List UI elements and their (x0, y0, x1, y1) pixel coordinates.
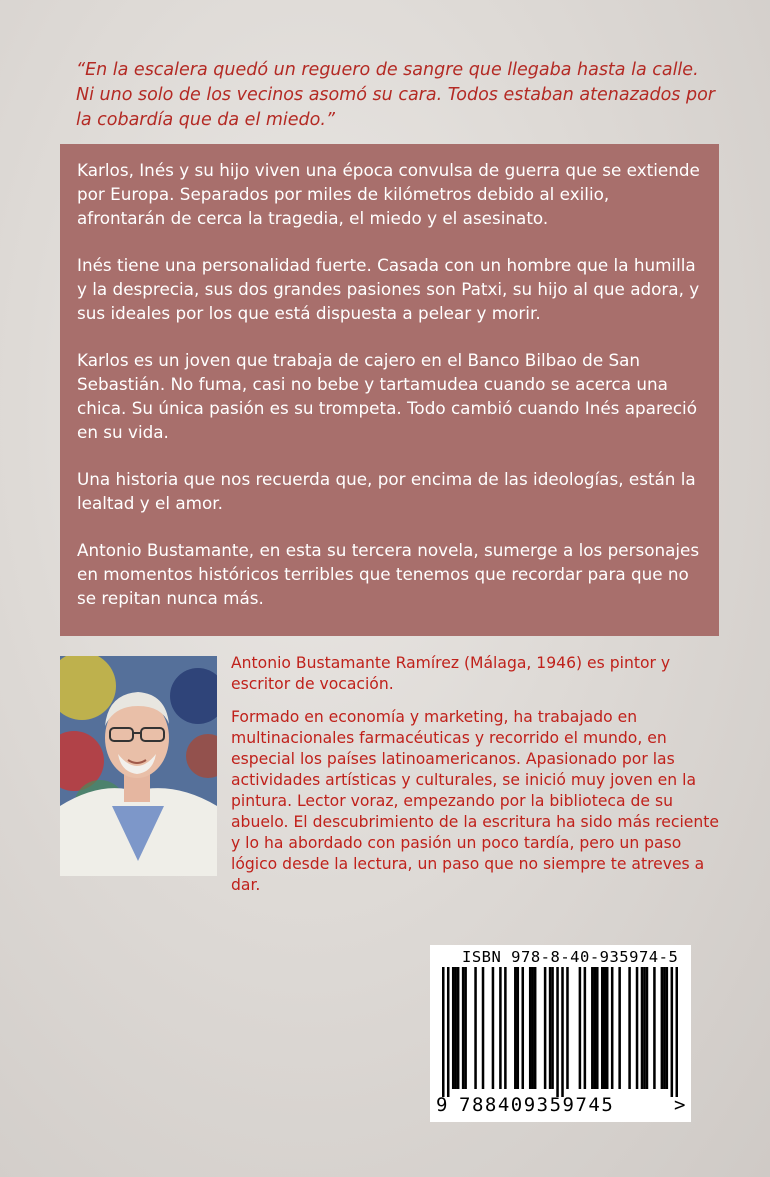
barcode-bar (544, 967, 547, 1089)
barcode-bar (464, 967, 467, 1089)
barcode-bar (561, 967, 564, 1097)
barcode-bar (492, 967, 495, 1089)
author-portrait-image (60, 656, 217, 876)
barcode-bar (499, 967, 502, 1089)
barcode-bar (601, 967, 604, 1089)
barcode-bar (447, 967, 450, 1097)
barcode-bar (628, 967, 631, 1089)
barcode-bar (663, 967, 666, 1089)
back-cover-quote: “En la escalera quedó un reguero de sangre que llegaba hasta la calle. Ni uno solo de los vecinos asomó su cara. Todos estaban atenazados por la cobardía que da el miedo.” (76, 60, 715, 130)
barcode-bar (514, 967, 517, 1089)
barcode-bar (641, 967, 644, 1089)
barcode-bar (636, 967, 639, 1089)
barcode-bar (531, 967, 534, 1089)
barcode-bar (606, 967, 609, 1089)
barcode-bar (556, 967, 559, 1097)
barcode-bar (504, 967, 507, 1089)
synopsis-paragraph: Karlos es un joven que trabaja de cajero en el Banco Bilbao de San Sebastián. No fuma, casi no bebe y tartamudea cuando se acerca una chica. Su única pasión es su trompeta. Todo cambió cuando Inés apareció en su vida. (77, 350, 697, 442)
barcode-bars (442, 967, 678, 1097)
barcode-bar (671, 967, 674, 1097)
barcode-bar (551, 967, 554, 1089)
barcode-bar (653, 967, 656, 1089)
barcode-bar (676, 967, 678, 1097)
barcode-bar (549, 967, 552, 1089)
isbn-barcode (430, 945, 691, 1122)
barcode-bar (646, 967, 649, 1089)
barcode-bar (534, 967, 537, 1089)
barcode-bar (579, 967, 582, 1089)
barcode-bar (618, 967, 621, 1089)
barcode-bar (603, 967, 606, 1089)
barcode-bar (591, 967, 594, 1089)
barcode-bar (611, 967, 614, 1089)
author-bio (231, 653, 731, 908)
barcode-bar (521, 967, 524, 1089)
author-photo (60, 656, 217, 876)
barcode-bar (454, 967, 457, 1089)
barcode-bar (596, 967, 599, 1089)
barcode-bar (482, 967, 485, 1089)
synopsis-panel (60, 144, 719, 636)
barcode-bar (584, 967, 587, 1089)
ean-digits: 788409359745 (459, 1094, 615, 1116)
synopsis-paragraph: Antonio Bustamante, en esta su tercera novela, sumerge a los personajes en momentos históricos terribles que tenemos que recordar para que no se repitan nunca más. (77, 540, 700, 608)
synopsis-paragraph: Inés tiene una personalidad fuerte. Casada con un hombre que la humilla y la desprecia, sus dos grandes pasiones son Patxi, su hijo al que adora, y sus ideales por los que está dispuesta a pelear y morir. (77, 255, 700, 323)
ean-arrow: > (674, 1094, 686, 1116)
barcode-bar (566, 967, 569, 1089)
author-bio-paragraph: Formado en economía y marketing, ha trabajado en multinacionales farmacéuticas y recorrido el mundo, en especial los países latinoamericanos. Apasionado por las actividades artísticas y culturales, se inició muy joven en la pintura. Lector voraz, empezando por la biblioteca de su abuelo. El descubrimiento de la escritura ha sido más reciente y lo ha abordado con pasión un poco tardía, pero un paso lógico desde la lectura, un paso que no siempre te atreves a dar. (231, 708, 719, 894)
barcode-bar (643, 967, 646, 1089)
barcode-bar (452, 967, 455, 1089)
synopsis-paragraph: Una historia que nos recuerda que, por encima de las ideologías, están la lealtad y el amor. (77, 469, 696, 513)
barcode-bar (462, 967, 465, 1089)
barcode-bar (661, 967, 664, 1089)
ean-first-digit: 9 (436, 1094, 448, 1116)
synopsis-paragraph: Karlos, Inés y su hijo viven una época convulsa de guerra que se extiende por Europa. Separados por miles de kilómetros debido al exilio, afrontarán de cerca la tragedia, el miedo y el asesinato. (77, 160, 700, 228)
author-bio-paragraph: Antonio Bustamante Ramírez (Málaga, 1946) es pintor y escritor de vocación. (231, 654, 671, 693)
barcode-bar (442, 967, 445, 1097)
barcode-bar (594, 967, 597, 1089)
isbn-label: ISBN 978-8-40-935974-5 (462, 948, 679, 966)
barcode-bar (529, 967, 532, 1089)
barcode-bar (517, 967, 520, 1089)
barcode-bar (666, 967, 669, 1089)
barcode-bar (474, 967, 477, 1089)
barcode-bar (457, 967, 460, 1089)
